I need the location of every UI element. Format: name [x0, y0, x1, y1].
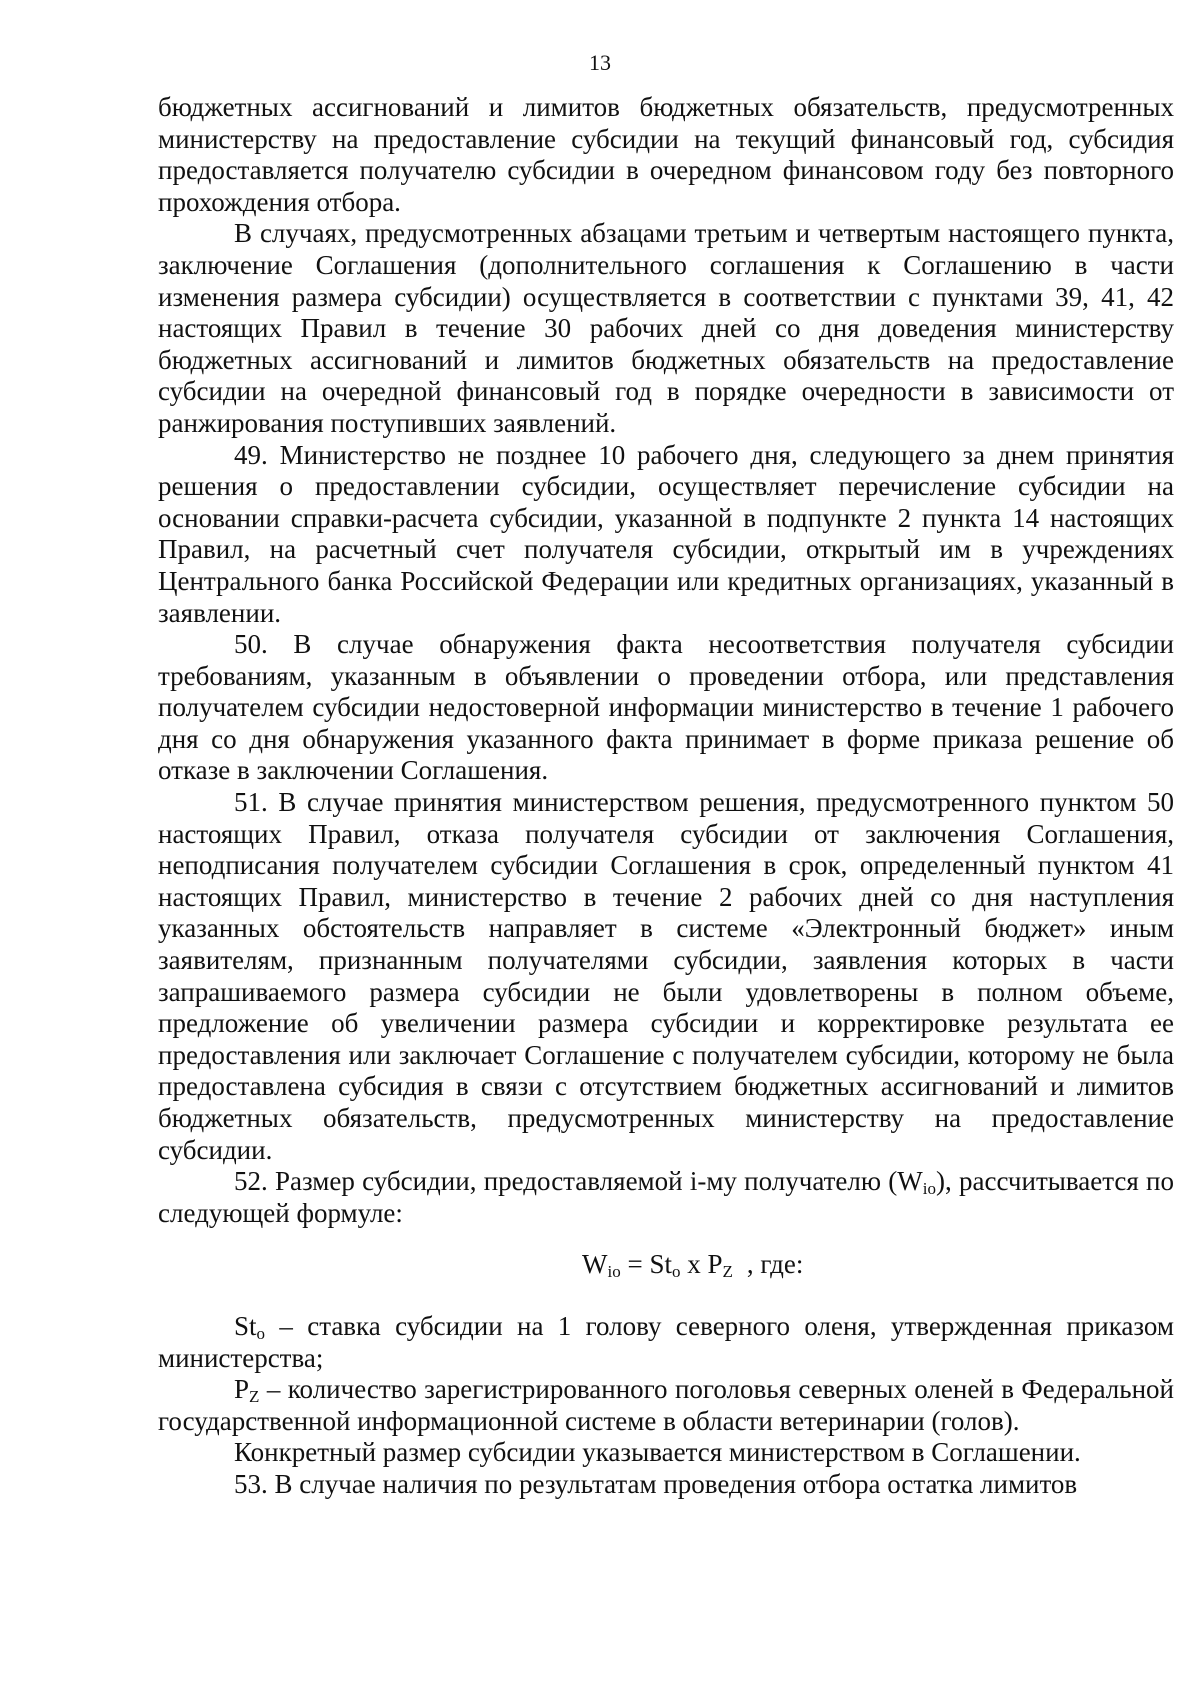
document-body	[158, 92, 1174, 1501]
definition-st	[158, 1311, 1174, 1374]
definition-pz	[158, 1374, 1174, 1437]
definition-st-subscript: o	[256, 1323, 266, 1343]
definition-pz-text: – количество зарегистрированного поголовья северных оленей в Федеральной государственной информационной системе в области ветеринарии (голов).	[158, 1374, 1174, 1436]
paragraph-specific-amount: Конкретный размер субсидии указывается министерством в Соглашении.	[234, 1437, 1081, 1468]
formula-w-subscript: io	[607, 1262, 621, 1282]
formula-equals-st: = St	[620, 1249, 672, 1280]
definition-pz-label: P	[234, 1374, 250, 1405]
definition-st-text: – ставка субсидии на 1 голову северного оленя, утвержденная приказом министерства;	[158, 1310, 1174, 1373]
paragraph-49: 49. Министерство не позднее 10 рабочего дня, следующего за днем принятия решения о предоставлении субсидии, осуществляет перечисление субсидии на основании справки-расчета субсидии, указанной в подпункте 2 пункта 14 настоящих Правил, на расчетный счет получателя субсидии, открытый им в учреждениях Центрального банка Российской Федерации или кредитных организациях, указанный в заявлении.	[158, 439, 1174, 628]
paragraph-51: 51. В случае принятия министерством решения, предусмотренного пунктом 50 настоящих Правил, отказа получателя субсидии от заключения Соглашения, неподписания получателем субсидии Соглашения в срок, определенный пунктом 41 настоящих Правил, министерство в течение 2 рабочих дней со дня наступления указанных обстоятельств направляет в системе «Электронный бюджет» иным заявителям, признанным получателями субсидии, заявления которых в части запрашиваемого размера субсидии не были удовлетворены в полном объеме, предложение об увеличении размера субсидии и корректировке результата ее предоставления или заключает Соглашение с получателем субсидии, которому не была предоставлена субсидия в связи с отсутствием бюджетных ассигнований и лимитов бюджетных обязательств, предусмотренных министерству на предоставление субсидии.	[158, 787, 1174, 1165]
paragraph-52-text-end: ), рассчитывается по следующей формуле:	[158, 1166, 1174, 1228]
page-number: 13	[589, 50, 611, 75]
paragraph-53: 53. В случае наличия по результатам проведения отбора остатка лимитов	[234, 1468, 1078, 1499]
paragraph-continuation: бюджетных ассигнований и лимитов бюджетных обязательств, предусмотренных министерству на предоставление субсидии на текущий финансовый год, субсидия предоставляется получателю субсидии в очередном финансовом году без повторного прохождения отбора.	[158, 92, 1174, 217]
paragraph-agreement-conclusion: В случаях, предусмотренных абзацами третьим и четвертым настоящего пункта, заключение Соглашения (дополнительного соглашения к Соглашению в части изменения размера субсидии) осуществляется в соответствии с пунктами 39, 41, 42 настоящих Правил в течение 30 рабочих дней со дня доведения министерству бюджетных ассигнований и лимитов бюджетных обязательств на предоставление субсидии на очередной финансовый год в порядке очередности в зависимости от ранжирования поступивших заявлений.	[158, 218, 1174, 438]
subsidy-formula	[158, 1249, 1174, 1281]
paragraph-52	[158, 1166, 1174, 1229]
paragraph-52-text-start: 52. Размер субсидии, предоставляемой i-му получателю (W	[234, 1166, 923, 1197]
formula-w: W	[582, 1249, 608, 1280]
formula-st-subscript: o	[671, 1262, 681, 1282]
formula-times-p: x P	[680, 1249, 723, 1280]
formula-where: , где:	[746, 1249, 804, 1280]
definition-pz-subscript: Z	[249, 1387, 260, 1407]
paragraph-52-subscript: io	[922, 1179, 937, 1199]
paragraph-50: 50. В случае обнаружения факта несоответствия получателя субсидии требованиям, указанным в объявлении о проведении отбора, или представления получателем субсидии недостоверной информации министерство в течение 1 рабочего дня со дня обнаружения указанного факта принимает в форме приказа решение об отказе в заключении Соглашения.	[158, 629, 1174, 786]
formula-p-subscript: Z	[722, 1262, 733, 1282]
definition-st-label: St	[234, 1310, 257, 1341]
